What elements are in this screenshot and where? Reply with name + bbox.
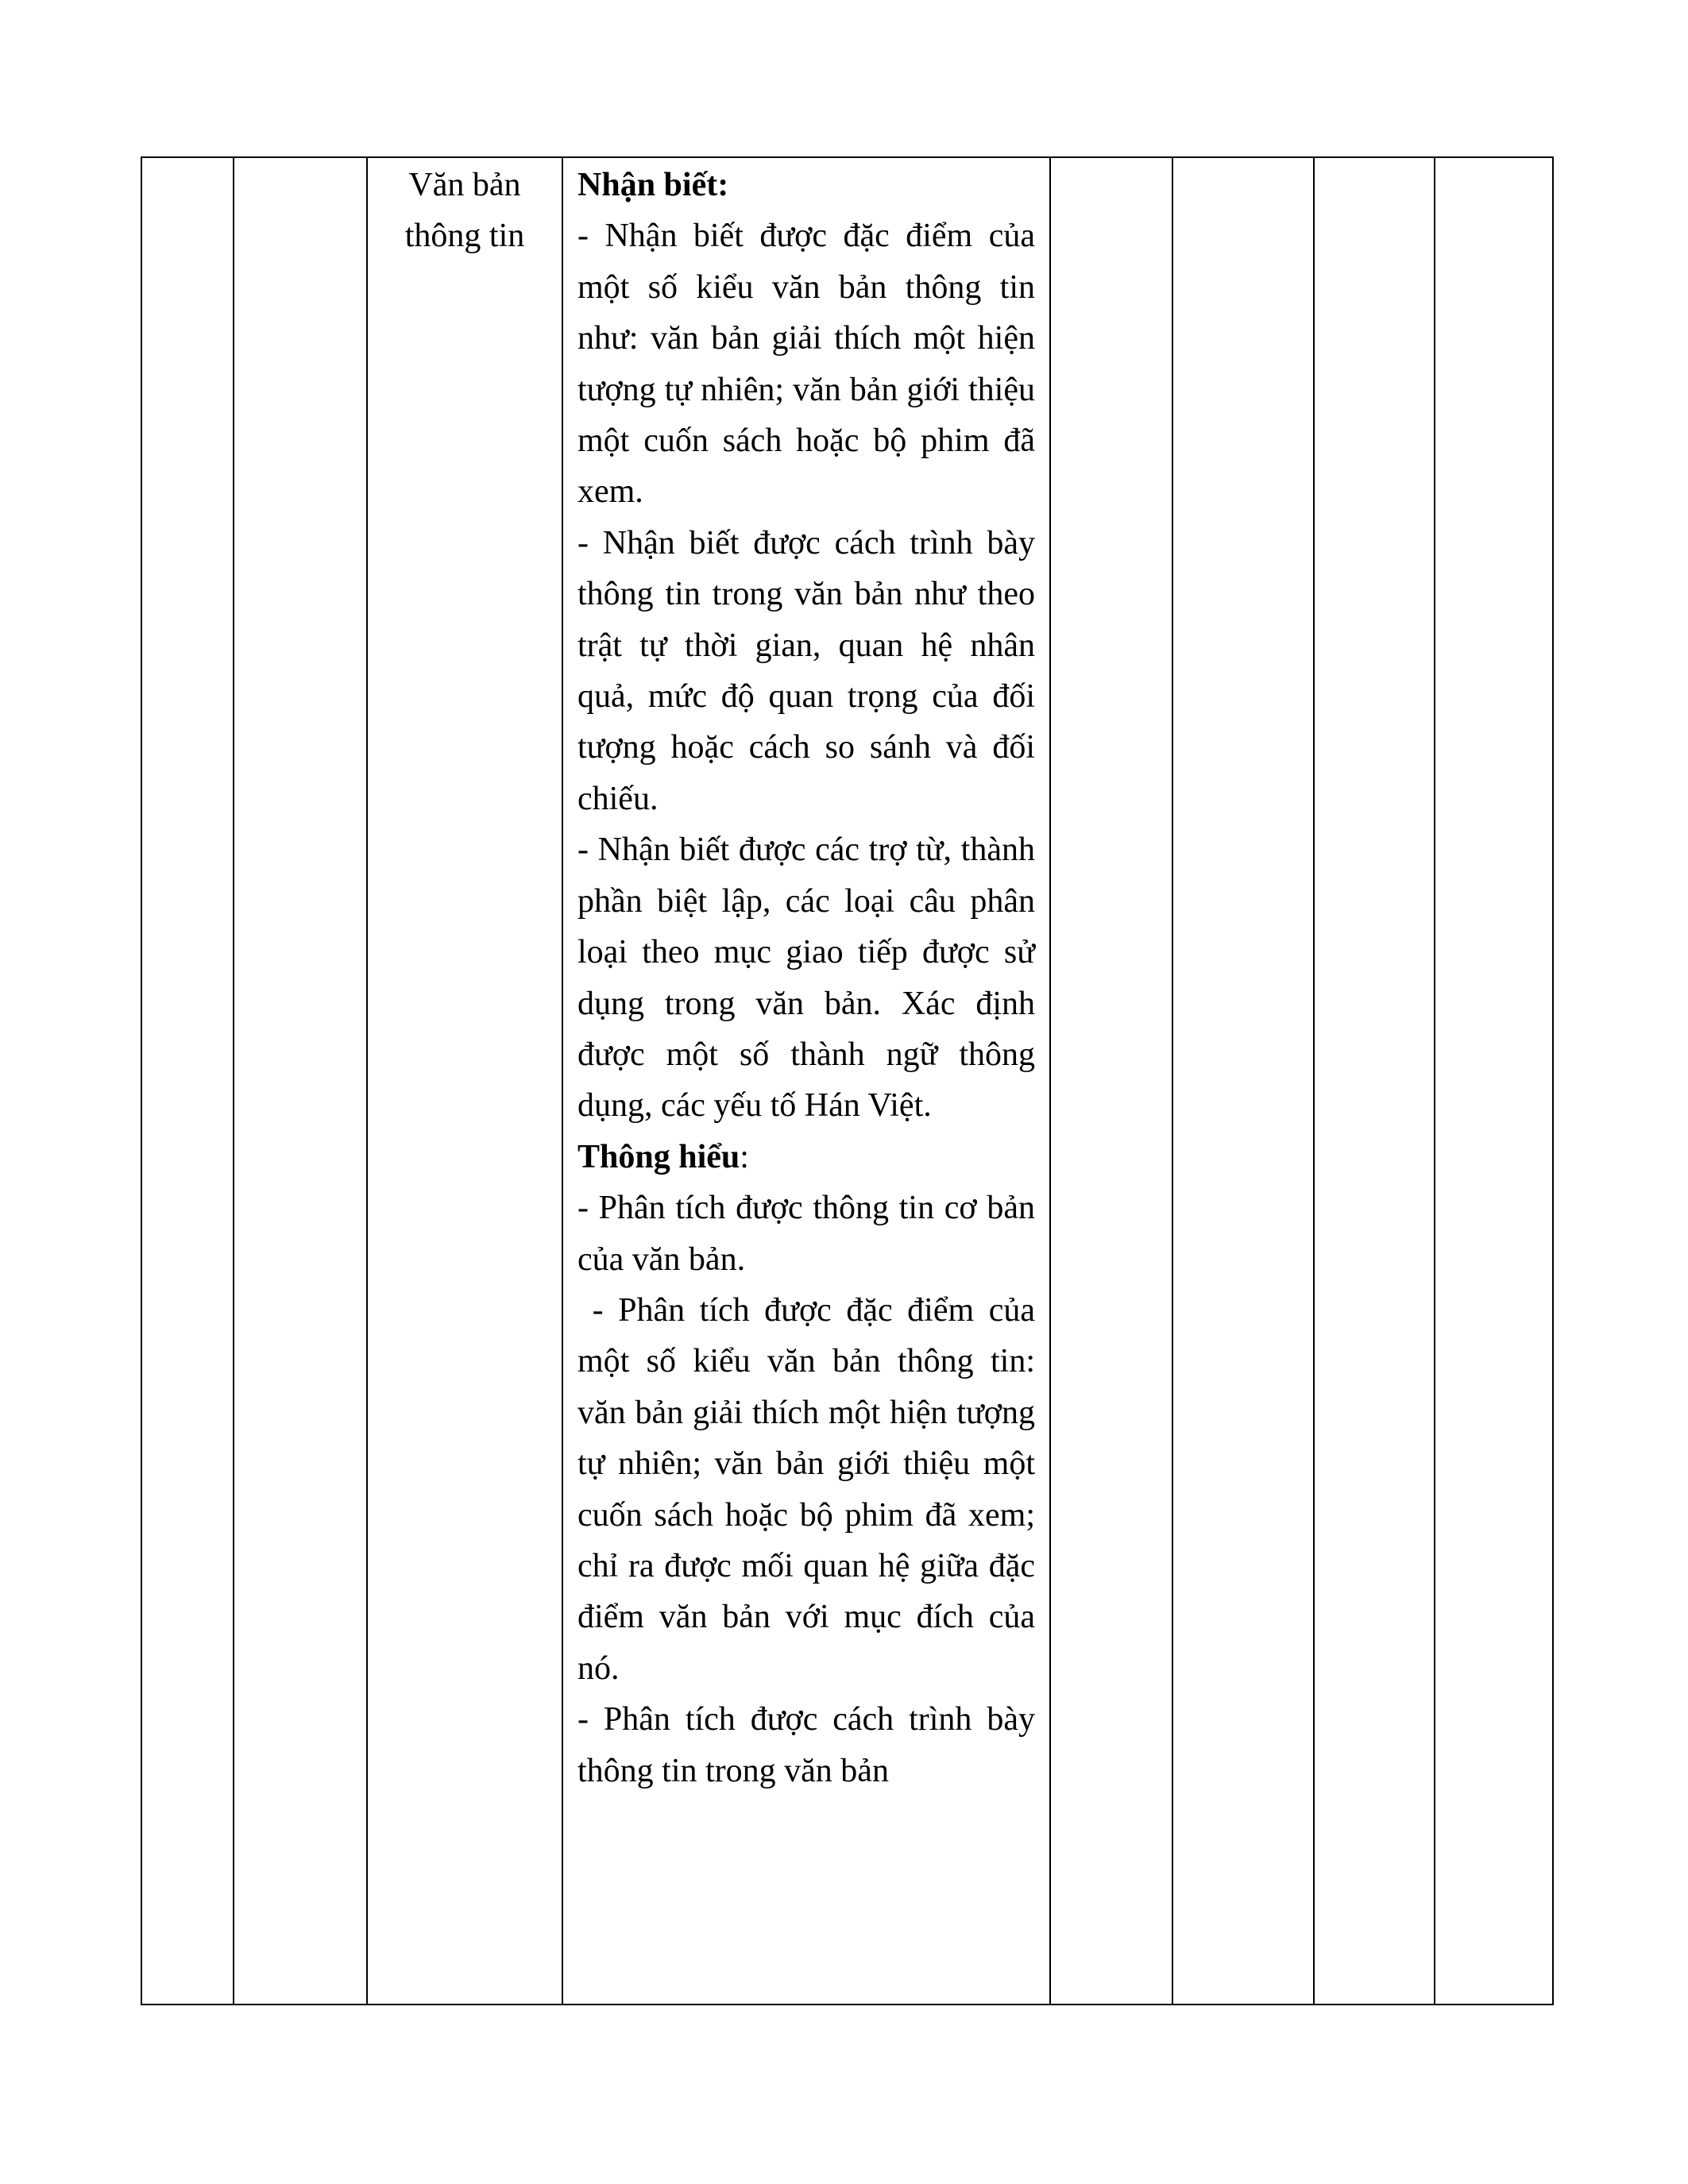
description-cell <box>562 157 1050 2005</box>
comprehension-item: - Phân tích được thông tin cơ bản của văn bản. <box>577 1190 1035 1278</box>
section-heading-comprehension: Thông hiểu: <box>577 1138 749 1175</box>
empty-cell-6 <box>1172 157 1314 2005</box>
topic-cell <box>367 157 562 2005</box>
comprehension-item: - Phân tích được cách trình bày thông tin trong văn bản <box>577 1701 1035 1789</box>
section-heading-recognition: Nhận biết: <box>577 167 729 203</box>
topic-text: Văn bản thông tin <box>404 167 525 254</box>
table-row <box>141 157 1553 2005</box>
empty-cell-8 <box>1435 157 1553 2005</box>
empty-cell-7 <box>1314 157 1435 2005</box>
empty-cell-1 <box>141 157 234 2005</box>
recognition-item: - Nhận biết được đặc điểm của một số kiểu văn bản thông tin như: văn bản giải thích một hiện tượng tự nhiên; văn bản giới thiệu một cuốn sách hoặc bộ phim đã xem. <box>577 218 1035 511</box>
empty-cell-5 <box>1050 157 1172 2005</box>
description-content <box>563 158 1049 1796</box>
comprehension-item: - Phân tích được đặc điểm của một số kiểu văn bản thông tin: văn bản giải thích một hiện tượng tự nhiên; văn bản giới thiệu một cuốn sách hoặc bộ phim đã xem; chỉ ra được mối quan hệ giữa đặc điểm văn bản với mục đích của nó. <box>577 1291 1044 1687</box>
recognition-item: - Nhận biết được các trợ từ, thành phần biệt lập, các loại câu phân loại theo mục giao tiếp được sử dụng trong văn bản. Xác định được một số thành ngữ thông dụng, các yếu tố Hán Việt. <box>577 832 1035 1125</box>
content-table <box>141 156 1554 2005</box>
empty-cell-2 <box>234 157 367 2005</box>
recognition-item: - Nhận biết được cách trình bày thông tin trong văn bản như theo trật tự thời gian, quan hệ nhân quả, mức độ quan trọng của đối tượng hoặc cách so sánh và đối chiếu. <box>577 524 1035 817</box>
